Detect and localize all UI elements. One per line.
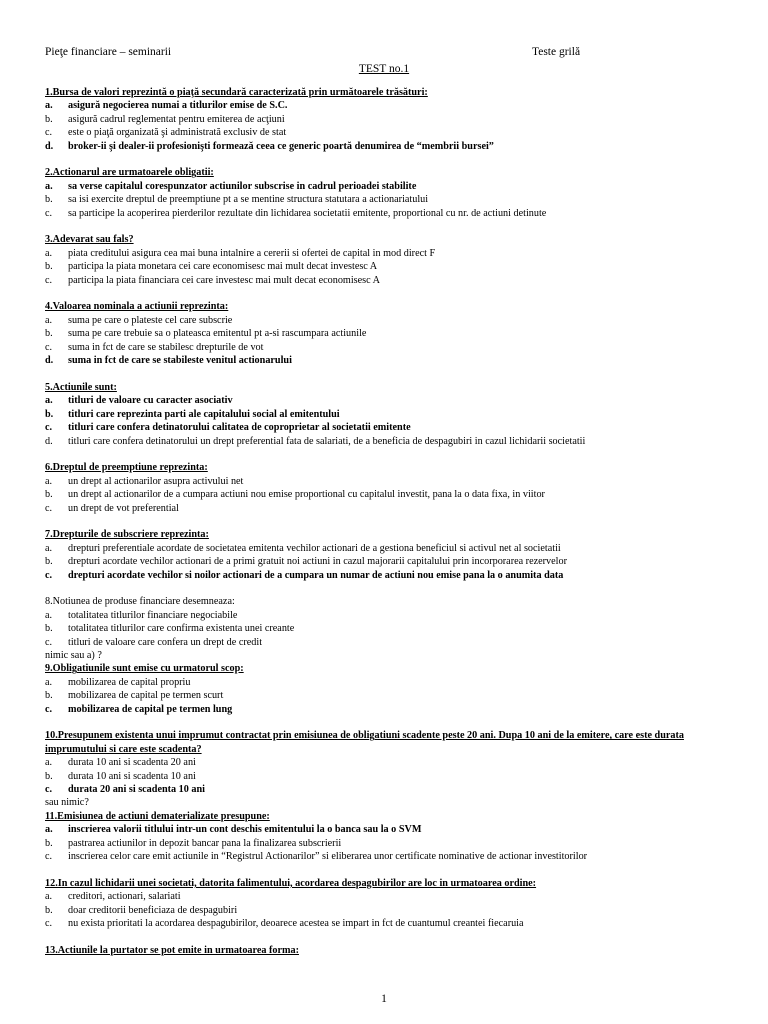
spacer bbox=[45, 930, 745, 943]
option-letter: b. bbox=[45, 194, 53, 206]
question-title: 4.Valoarea nominala a actiunii reprezinta: bbox=[45, 301, 229, 313]
question-6 bbox=[45, 461, 745, 515]
answer-option bbox=[45, 555, 745, 568]
option-text: mobilizarea de capital pe termen scurt bbox=[68, 690, 224, 702]
answer-option bbox=[45, 904, 745, 917]
option-letter: d. bbox=[45, 140, 54, 152]
questions-list bbox=[45, 86, 745, 957]
question-10 bbox=[45, 729, 745, 809]
question-12 bbox=[45, 877, 745, 931]
option-letter: a. bbox=[45, 180, 53, 192]
spacer bbox=[45, 287, 745, 300]
option-text: titluri de valoare care confera un drept de credit bbox=[68, 636, 263, 648]
question-title: 11.Emisiunea de actiuni dematerializate presupune: bbox=[45, 810, 270, 822]
answer-option bbox=[45, 408, 745, 421]
option-letter: c. bbox=[45, 502, 53, 514]
option-text: suma in fct de care se stabilesc drepturile de vot bbox=[68, 341, 264, 353]
answer-option bbox=[45, 207, 745, 220]
option-text: un drept al actionarilor de a cumpara actiuni nou emise proportional cu capitalul investit, pana la o data fixa, in viitor bbox=[68, 489, 545, 501]
option-letter: b. bbox=[45, 113, 53, 125]
question-2 bbox=[45, 166, 745, 220]
option-letter: a. bbox=[45, 609, 53, 621]
spacer bbox=[45, 582, 745, 595]
option-text: un drept al actionarilor asupra activului net bbox=[68, 475, 244, 487]
answer-option bbox=[45, 99, 745, 112]
answer-option bbox=[45, 193, 745, 206]
answer-option bbox=[45, 783, 745, 796]
answer-option bbox=[45, 622, 745, 635]
option-text: mobilizarea de capital propriu bbox=[68, 676, 191, 688]
option-letter: b. bbox=[45, 556, 53, 568]
page-number: 1 bbox=[381, 993, 387, 1005]
answer-option bbox=[45, 703, 745, 716]
answer-option bbox=[45, 689, 745, 702]
question-3 bbox=[45, 233, 745, 287]
option-text: asigură negocierea numai a titlurilor emise de S.C. bbox=[68, 100, 288, 112]
option-text: drepturi acordate vechilor si noilor actionari de a cumpara un numar de actiuni nou emise pana la o anumita data bbox=[68, 569, 564, 581]
option-text: sa isi exercite dreptul de preemptiune pt a se mentine structura statutara a actionariatului bbox=[68, 194, 429, 206]
option-text: titluri de valoare cu caracter asociativ bbox=[68, 395, 233, 407]
answer-option bbox=[45, 569, 745, 582]
answer-option bbox=[45, 180, 745, 193]
option-letter: a. bbox=[45, 314, 53, 326]
option-letter: b. bbox=[45, 489, 53, 501]
option-text: pastrarea actiunilor in depozit bancar pana la finalizarea subscrierii bbox=[68, 837, 342, 849]
answer-option bbox=[45, 341, 745, 354]
option-letter: a. bbox=[45, 824, 53, 836]
option-letter: b. bbox=[45, 408, 54, 420]
answer-option bbox=[45, 435, 745, 448]
answer-option bbox=[45, 890, 745, 903]
option-text: suma pe care o plateste cel care subscrie bbox=[68, 314, 233, 326]
question-11 bbox=[45, 810, 745, 864]
option-letter: a. bbox=[45, 757, 53, 769]
option-text: nu exista prioritati la acordarea despagubirilor, deoarece acestea se impart in fct de cuantumul creantei fiecaruia bbox=[68, 918, 524, 930]
answer-option bbox=[45, 676, 745, 689]
answer-option bbox=[45, 756, 745, 769]
option-text: suma in fct de care se stabileste venitul actionarului bbox=[68, 355, 292, 367]
option-letter: b. bbox=[45, 328, 53, 340]
question-title: 7.Drepturile de subscriere reprezinta: bbox=[45, 529, 209, 541]
spacer bbox=[45, 863, 745, 876]
option-text: durata 10 ani si scadenta 10 ani bbox=[68, 770, 196, 782]
spacer bbox=[45, 153, 745, 166]
question-note: sau nimic? bbox=[45, 797, 89, 809]
option-text: participa la piata financiara cei care investesc mai mult decat economisesc A bbox=[68, 274, 380, 286]
spacer bbox=[45, 716, 745, 729]
answer-option bbox=[45, 823, 745, 836]
option-text: sa participe la acoperirea pierderilor rezultate din lichidarea societatii emitente, proportional cu nr. de actiuni detinute bbox=[68, 207, 547, 219]
option-letter: c. bbox=[45, 851, 53, 863]
spacer bbox=[45, 448, 745, 461]
answer-option bbox=[45, 274, 745, 287]
question-1 bbox=[45, 86, 745, 153]
answer-option bbox=[45, 140, 745, 153]
answer-option bbox=[45, 260, 745, 273]
question-title: 8.Notiunea de produse financiare desemneaza: bbox=[45, 596, 235, 608]
answer-option bbox=[45, 421, 745, 434]
question-title: 10.Presupunem existenta unui imprumut contractat prin emisiunea de obligatiuni scadente peste 20 ani. Dupa 10 ani de la emitere, care este durata imprumutului si care este scadenta? bbox=[45, 730, 684, 755]
answer-option bbox=[45, 327, 745, 340]
option-letter: a. bbox=[45, 542, 53, 554]
answer-option bbox=[45, 394, 745, 407]
spacer bbox=[45, 220, 745, 233]
option-letter: c. bbox=[45, 784, 53, 795]
option-letter: c. bbox=[45, 918, 53, 930]
question-note: nimic sau a) ? bbox=[45, 649, 102, 661]
option-letter: b. bbox=[45, 837, 53, 849]
spacer bbox=[45, 515, 745, 528]
option-letter: c. bbox=[45, 341, 53, 353]
option-text: suma pe care trebuie sa o plateasca emitentul pt a-si rascumpara actiunile bbox=[68, 328, 367, 340]
spacer bbox=[45, 367, 745, 380]
option-text: drepturi acordate vechilor actionari de a primi gratuit noi actiuni in cazul majorarii capitalului prin incorporarea rezervelor bbox=[68, 556, 567, 568]
question-title: 6.Dreptul de preemptiune reprezinta: bbox=[45, 462, 208, 474]
option-letter: b. bbox=[45, 623, 53, 635]
question-title: 2.Actionarul are urmatoarele obligatii: bbox=[45, 167, 214, 179]
option-letter: c. bbox=[45, 569, 53, 581]
answer-option bbox=[45, 542, 745, 555]
option-text: sa verse capitalul corespunzator actiunilor subscrise in cadrul perioadei stabilite bbox=[68, 180, 417, 192]
option-letter: a. bbox=[45, 247, 53, 259]
option-letter: b. bbox=[45, 770, 53, 782]
question-title: 12.In cazul lichidarii unei societati, datorita falimentului, acordarea despagubirilor are loc in urmatoarea ordine: bbox=[45, 877, 537, 889]
answer-option bbox=[45, 917, 745, 930]
option-letter: c. bbox=[45, 207, 53, 219]
answer-option bbox=[45, 126, 745, 139]
option-text: titluri care reprezinta parti ale capitalului social al emitentului bbox=[68, 408, 340, 420]
option-letter: d. bbox=[45, 435, 53, 447]
option-letter: a. bbox=[45, 676, 53, 688]
option-letter: a. bbox=[45, 891, 53, 903]
answer-option bbox=[45, 247, 745, 260]
option-text: inscrierea valorii titlului intr-un cont deschis emitentului la o banca sau la o SVM bbox=[68, 824, 422, 836]
answer-option bbox=[45, 609, 745, 622]
question-title: 1.Bursa de valori reprezintă o piaţă secundară caracterizată prin următoarele trăsături: bbox=[45, 87, 428, 98]
test-title: TEST no.1 bbox=[358, 63, 410, 75]
option-text: un drept de vot preferential bbox=[68, 502, 179, 514]
option-letter: c. bbox=[45, 422, 53, 434]
option-text: asigură cadrul reglementat pentru emiterea de acţiuni bbox=[68, 113, 285, 125]
question-13 bbox=[45, 944, 745, 957]
option-text: piata creditului asigura cea mai buna intalnire a cererii si ofertei de capital in mod direct F bbox=[68, 247, 436, 259]
answer-option bbox=[45, 113, 745, 126]
question-9 bbox=[45, 662, 745, 716]
option-letter: a. bbox=[45, 100, 53, 112]
question-5 bbox=[45, 381, 745, 448]
answer-option bbox=[45, 837, 745, 850]
option-text: inscrierea celor care emit actiunile in “Registrul Actionarilor” si eliberarea unor certificate nominative de actionar investitorilor bbox=[68, 851, 588, 863]
option-text: creditori, actionari, salariati bbox=[68, 891, 181, 903]
option-letter: b. bbox=[45, 261, 53, 273]
question-8 bbox=[45, 595, 745, 662]
answer-option bbox=[45, 636, 745, 649]
option-text: totalitatea titlurilor financiare negociabile bbox=[68, 609, 238, 621]
question-title: 3.Adevarat sau fals? bbox=[45, 234, 134, 246]
option-letter: d. bbox=[45, 355, 54, 367]
question-7 bbox=[45, 528, 745, 582]
option-letter: b. bbox=[45, 904, 53, 916]
answer-option bbox=[45, 770, 745, 783]
question-title: 9.Obligatiunile sunt emise cu urmatorul scop: bbox=[45, 663, 244, 675]
option-text: este o piaţă organizată şi administrată exclusiv de stat bbox=[68, 127, 287, 139]
option-text: mobilizarea de capital pe termen lung bbox=[68, 703, 233, 715]
option-letter: c. bbox=[45, 703, 53, 715]
option-text: titluri care confera detinatorului calitatea de coproprietar al societatii emitente bbox=[68, 422, 411, 434]
option-text: doar creditorii beneficiaza de despagubiri bbox=[68, 904, 238, 916]
option-text: participa la piata monetara cei care economisesc mai mult decat investesc A bbox=[68, 261, 378, 273]
option-text: totalitatea titlurilor care confirma existenta unei creante bbox=[68, 623, 295, 635]
answer-option bbox=[45, 314, 745, 327]
answer-option bbox=[45, 488, 745, 501]
option-letter: c. bbox=[45, 274, 53, 286]
answer-option bbox=[45, 475, 745, 488]
header-test-type: Teste grilă bbox=[532, 46, 581, 58]
question-title: 5.Actiunile sunt: bbox=[45, 381, 117, 393]
answer-option bbox=[45, 354, 745, 367]
option-letter: a. bbox=[45, 395, 53, 407]
option-text: durata 10 ani si scadenta 20 ani bbox=[68, 757, 196, 769]
answer-option bbox=[45, 850, 745, 863]
header-course-title: Pieţe financiare – seminarii bbox=[45, 46, 172, 58]
option-text: broker-ii şi dealer-ii profesionişti formează ceea ce generic poartă denumirea de “membrii bursei” bbox=[68, 140, 494, 152]
answer-option bbox=[45, 502, 745, 515]
option-text: durata 20 ani si scadenta 10 ani bbox=[68, 784, 205, 795]
option-text: drepturi preferentiale acordate de societatea emitenta vechilor actionari de a gestiona beneficiul si activul net al societatii bbox=[68, 542, 561, 554]
option-letter: c. bbox=[45, 636, 53, 648]
option-letter: a. bbox=[45, 475, 53, 487]
option-letter: b. bbox=[45, 690, 53, 702]
option-letter: c. bbox=[45, 127, 53, 139]
option-text: titluri care confera detinatorului un drept preferential fata de salariati, de a beneficia de despagubiri in cazul lichidarii societatii bbox=[68, 435, 586, 447]
question-4 bbox=[45, 300, 745, 367]
question-title: 13.Actiunile la purtator se pot emite in urmatoarea forma: bbox=[45, 944, 299, 956]
